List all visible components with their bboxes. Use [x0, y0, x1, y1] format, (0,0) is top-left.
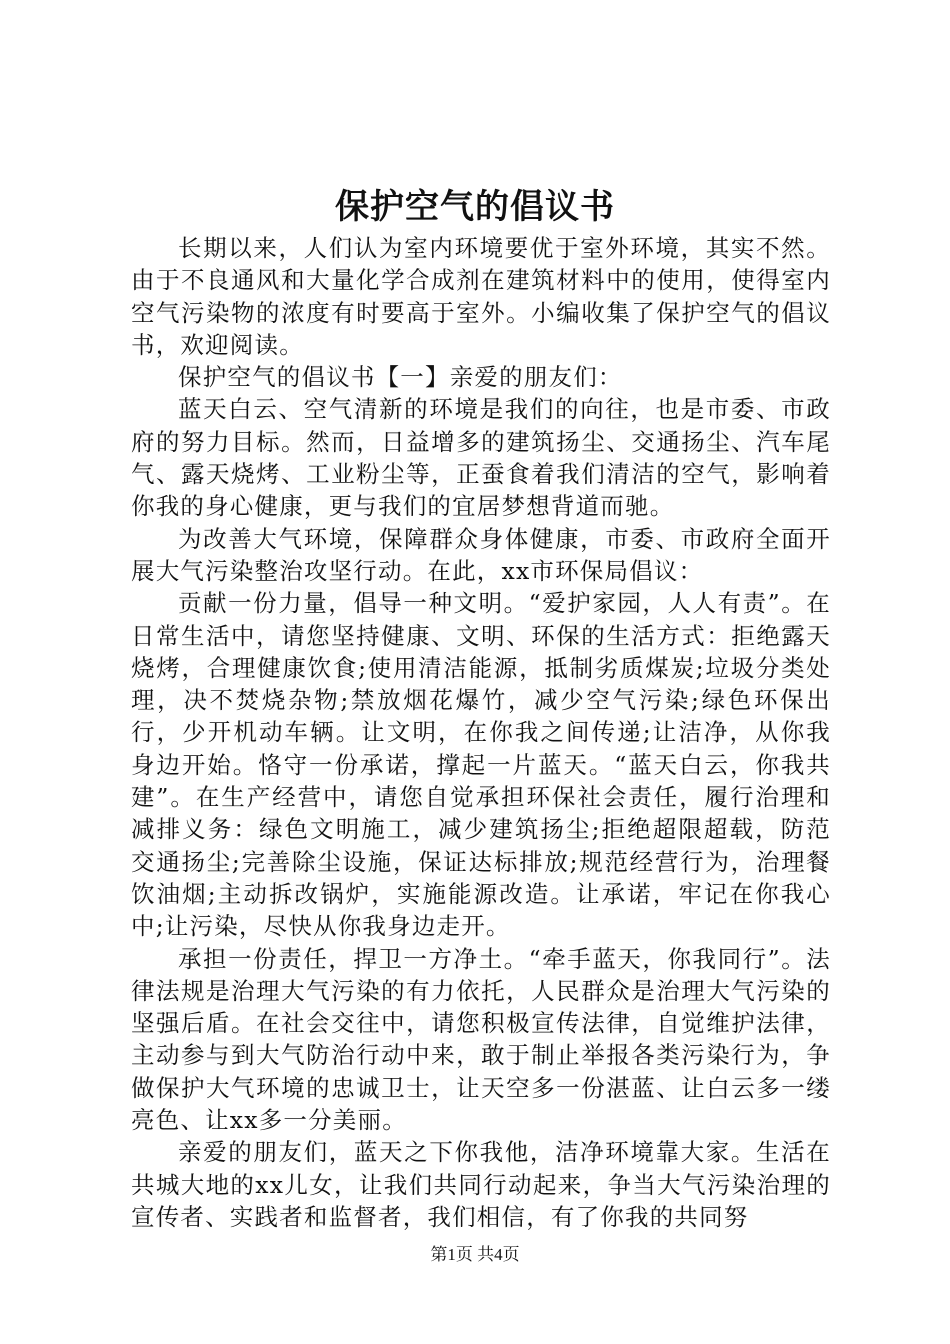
paragraph-closing: 亲爱的朋友们，蓝天之下你我他，洁净环境靠大家。生活在共城大地的xx儿女，让我们共同行动起来，争当大气污染治理的宣传者、实践者和监督者，我们相信，有了你我的共同努: [131, 1138, 831, 1231]
paragraph-blue-sky: 蓝天白云、空气清新的环境是我们的向往，也是市委、市政府的努力目标。然而，日益增多的建筑扬尘、交通扬尘、汽车尾气、露天烧烤、工业粉尘等，正蚕食着我们清洁的空气，影响着你我的身心健康，更与我们的宜居梦想背道而驰。: [131, 395, 831, 521]
paragraph-responsibility: 承担一份责任，捍卫一方净土。“牵手蓝天，你我同行”。法律法规是治理大气污染的有力依托，人民群众是治理大气污染的坚强后盾。在社会交往中，请您积极宣传法律，自觉维护法律，主动参与到大气防治行动中来，敢于制止举报各类污染行为，争做保护大气环境的忠诚卫士，让天空多一份湛蓝、让白云多一缕亮色、让xx多一分美丽。: [131, 944, 831, 1135]
page-number-footer: 第1页 共4页: [430, 1245, 520, 1264]
paragraph-contribute: 贡献一份力量，倡导一种文明。“爱护家园，人人有责”。在日常生活中，请您坚持健康、文明、环保的生活方式：拒绝露天烧烤，合理健康饮食;使用清洁能源，抵制劣质煤炭;垃圾分类处理，决不焚烧杂物;禁放烟花爆竹，减少空气污染;绿色环保出行，少开机动车辆。让文明，在你我之间传递;让洁净，从你我身边开始。恪守一份承诺，撑起一片蓝天。“蓝天白云，你我共建”。在生产经营中，请您自觉承担环保社会责任，履行治理和减排义务：绿色文明施工，减少建筑扬尘;拒绝超限超载，防范交通扬尘;完善除尘设施，保证达标排放;规范经营行为，治理餐饮油烟;主动拆改锅炉，实施能源改造。让承诺，牢记在你我心中;让污染，尽快从你我身边走开。: [131, 589, 831, 941]
document-title: 保护空气的倡议书: [335, 187, 615, 227]
paragraph-intro: 长期以来，人们认为室内环境要优于室外环境，其实不然。由于不良通风和大量化学合成剂在建筑材料中的使用，使得室内空气污染物的浓度有时要高于室外。小编收集了保护空气的倡议书，欢迎阅读。: [131, 234, 831, 359]
paragraph-heading-one: 保护空气的倡议书【一】亲爱的朋友们：: [178, 363, 623, 392]
document-body: [131, 232, 831, 1233]
paragraph-proposal: 为改善大气环境，保障群众身体健康，市委、市政府全面开展大气污染整治攻坚行动。在此，xx市环保局倡议：: [131, 524, 831, 585]
